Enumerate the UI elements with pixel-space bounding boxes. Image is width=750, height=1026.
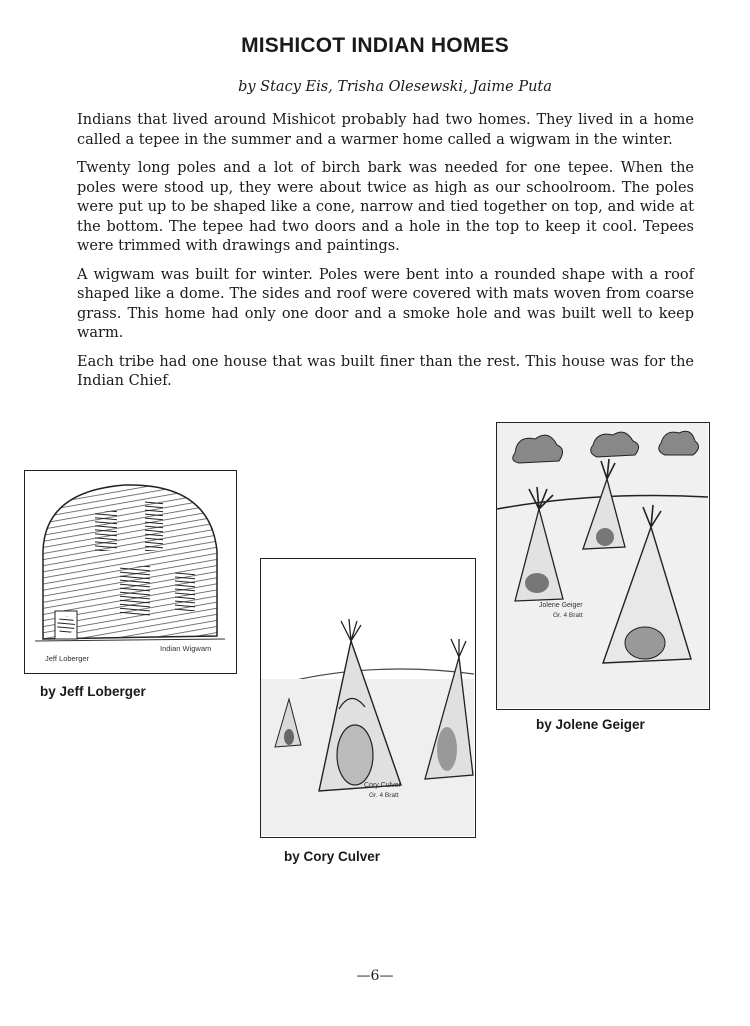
page-title: MISHICOT INDIAN HOMES xyxy=(241,34,509,57)
wigwam-drawing-frame xyxy=(24,470,237,674)
drawing-caption: by Cory Culver xyxy=(284,849,381,864)
paragraph: Indians that lived around Mishicot probably had two homes. They lived in a home called a tepee in the summer and a warmer home called a wigwam in the winter. xyxy=(77,112,694,148)
drawing-label: Indian Wigwam xyxy=(160,644,212,653)
drawing-label: Jeff Loberger xyxy=(45,654,90,663)
drawing-label: Gr. 4 Bratt xyxy=(369,792,399,799)
paragraph: Twenty long poles and a lot of birch bark was needed for one tepee. When the poles were stood up, they were about twice as high as our schoolroom. The poles were put up to be shaped like a cone, narrow and tied together on top, and wide at the bottom. The tepee had two doors and a hole in the top to keep it cool. Tepees were trimmed with drawings and paintings. xyxy=(77,160,694,254)
article-body xyxy=(77,111,694,401)
drawing-label: Jolene Geiger xyxy=(539,602,583,609)
page-number: —6— xyxy=(356,968,394,984)
paragraph: Each tribe had one house that was built finer than the rest. This house was for the Indian Chief. xyxy=(77,353,694,389)
tepee-scene-drawing-frame xyxy=(496,422,710,710)
paragraph: A wigwam was built for winter. Poles were bent into a rounded shape with a roof shaped like a dome. The sides and roof were covered with mats woven from coarse grass. This home had only one door and a smoke hole and was built well to keep warm. xyxy=(77,266,694,341)
drawing-label: Gr. 4 Bratt xyxy=(553,612,583,619)
drawing-caption: by Jolene Geiger xyxy=(536,717,645,732)
byline: by Stacy Eis, Trisha Olesewski, Jaime Puta xyxy=(238,79,552,95)
tepee-drawing-frame xyxy=(260,558,476,838)
drawing-caption: by Jeff Loberger xyxy=(40,684,146,699)
tepee-scene-drawing xyxy=(497,423,708,708)
wigwam-drawing xyxy=(25,471,235,672)
tepee-drawing xyxy=(261,559,474,836)
drawing-label: Cory Culver xyxy=(364,782,401,789)
